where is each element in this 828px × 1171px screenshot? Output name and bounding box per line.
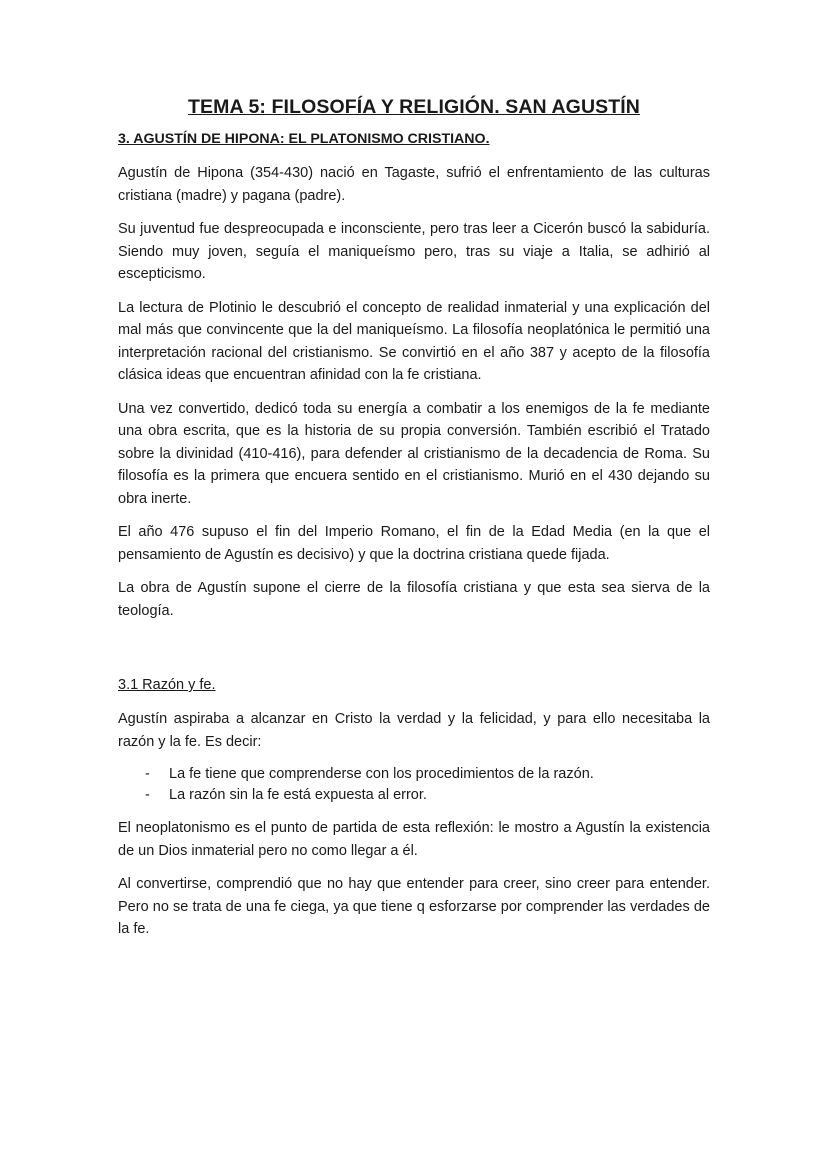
dash-list <box>118 764 710 806</box>
document-title: TEMA 5: FILOSOFÍA Y RELIGIÓN. SAN AGUSTÍN <box>188 96 640 118</box>
list-item-text: La razón sin la fe está expuesta al error. <box>169 787 427 803</box>
subsection-heading: 3.1 Razón y fe. <box>118 677 216 693</box>
list-item-text: La fe tiene que comprenderse con los procedimientos de la razón. <box>169 766 594 782</box>
paragraph: Una vez convertido, dedicó toda su energía a combatir a los enemigos de la fe mediante una obra escrita, que es la historia de su propia conversión. También escribió el Tratado sobre la divinidad (410-416), para defender al cristianismo de la decadencia de Roma. Su filosofía es la primera que encuera sentido en el cristianismo. Murió en el 430 dejando su obra inerte. <box>118 400 710 507</box>
paragraph: El año 476 supuso el fin del Imperio Romano, el fin de la Edad Media (en la que el pensamiento de Agustín es decisivo) y que la doctrina cristiana quede fijada. <box>118 524 710 563</box>
dash-bullet: - <box>145 787 150 803</box>
section-body <box>118 162 710 622</box>
document-page <box>118 96 710 952</box>
list-item <box>118 764 710 785</box>
dash-bullet: - <box>145 766 150 782</box>
paragraph: La obra de Agustín supone el cierre de la filosofía cristiana y que esta sea sierva de la teología. <box>118 580 710 619</box>
paragraph: El neoplatonismo es el punto de partida de esta reflexión: le mostro a Agustín la existencia de un Dios inmaterial pero no como llegar a él. <box>118 820 710 859</box>
paragraph: Agustín de Hipona (354-430) nació en Tagaste, sufrió el enfrentamiento de las culturas cristiana (madre) y pagana (padre). <box>118 165 710 204</box>
paragraph: La lectura de Plotinio le descubrió el concepto de realidad inmaterial y una explicación del mal más que convincente que la del maniqueísmo. La filosofía neoplatónica le permitió una interpretación racional del cristianismo. Se convirtió en el año 387 y acepto de la filosofía clásica ideas que encuentran afinidad con la fe cristiana. <box>118 299 710 383</box>
list-item <box>118 785 710 806</box>
section-heading: 3. AGUSTÍN DE HIPONA: EL PLATONISMO CRISTIANO. <box>118 131 490 147</box>
paragraph: Al convertirse, comprendió que no hay que entender para creer, sino creer para entender. Pero no se trata de una fe ciega, ya que tiene q esforzarse por comprender las verdades de la fe. <box>118 876 710 937</box>
subsection-body <box>118 708 710 941</box>
paragraph: Su juventud fue despreocupada e inconsciente, pero tras leer a Cicerón buscó la sabiduría. Siendo muy joven, seguía el maniqueísmo pero, tras su viaje a Italia, se adhirió al escepticismo. <box>118 221 710 282</box>
spacer <box>118 633 710 677</box>
paragraph: Agustín aspiraba a alcanzar en Cristo la verdad y la felicidad, y para ello necesitaba la razón y la fe. Es decir: <box>118 711 710 750</box>
